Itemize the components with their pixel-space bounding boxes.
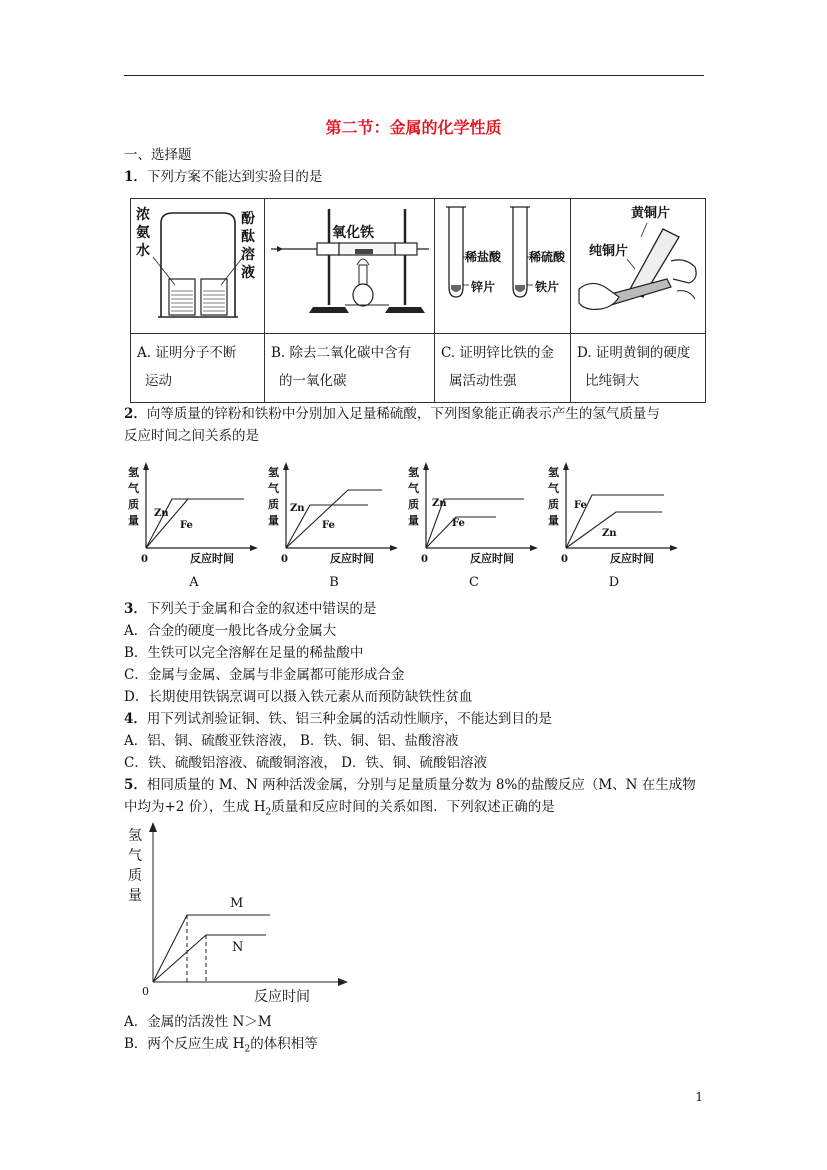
graph-D-ylabel-4: 量 bbox=[548, 514, 559, 527]
scratch-test-diagram bbox=[571, 199, 705, 329]
graph-C-label-fe: Fe bbox=[452, 518, 465, 529]
q5-option-b-text-b: 的体积相等 bbox=[250, 1036, 318, 1052]
graph-C-x-arrow bbox=[530, 545, 538, 551]
label-ammonia-1: 浓 bbox=[136, 207, 150, 223]
q5-option-b-subscript: 2 bbox=[244, 1044, 251, 1055]
question-5-stem-line2 bbox=[124, 797, 555, 823]
q5-ylabel-4: 量 bbox=[128, 888, 142, 904]
h2-subscript: 2 bbox=[265, 807, 272, 818]
question-5-text-2a: 中均为+2 价），生成 H bbox=[124, 799, 266, 815]
question-4-text: 用下列试剂验证铜、铁、铝三种金属的活动性顺序，不能达到目的是 bbox=[146, 711, 552, 727]
graph-B-label-fe: Fe bbox=[322, 520, 335, 531]
label-ammonia-3: 水 bbox=[136, 243, 150, 259]
graph-A-curve-zn bbox=[146, 499, 244, 548]
question-4-options-ab: A．铝、铜、硫酸亚铁溶液， B．铁、铜、铝、盐酸溶液 bbox=[124, 733, 459, 749]
graph-D-x-arrow bbox=[670, 545, 678, 551]
graph-A-x-arrow bbox=[250, 545, 258, 551]
graph-A-label-zn: Zn bbox=[154, 508, 169, 519]
question-5-option-a: A．金属的活泼性 N＞M bbox=[124, 1014, 272, 1030]
graph-D-label-fe: Fe bbox=[574, 500, 587, 511]
graph-A-origin: 0 bbox=[141, 554, 148, 565]
graph-C-label-zn: Zn bbox=[432, 498, 447, 509]
question-2-number: 2． bbox=[124, 406, 147, 422]
iron-oxide-reduction-diagram bbox=[265, 199, 433, 329]
question-5-graph bbox=[124, 820, 354, 1010]
graph-D-origin: 0 bbox=[561, 554, 568, 565]
question-3-text: 下列关于金属和合金的叙述中错误的是 bbox=[146, 601, 377, 617]
experiment-d-figure bbox=[571, 199, 706, 334]
label-phenol-3: 溶 bbox=[241, 247, 255, 263]
curve-n bbox=[153, 935, 266, 982]
graph-D-ylabel-2: 气 bbox=[548, 482, 559, 495]
graph-D-letter: D bbox=[608, 575, 620, 590]
question-5-text-1: 相同质量的 M、N 两种活泼金属，分别与足量质量分数为 8%的盐酸反应（M、N 在生成物 bbox=[146, 777, 696, 793]
graph-A-xlabel: 反应时间 bbox=[190, 552, 234, 565]
graph-A-label-fe: Fe bbox=[180, 520, 193, 531]
q5-option-b-text-a: B．两个反应生成 H bbox=[124, 1036, 245, 1052]
question-3-stem bbox=[124, 599, 376, 619]
graph-D-label-zn: Zn bbox=[602, 528, 617, 539]
graph-B-letter: B bbox=[329, 575, 339, 590]
label-pure-copper: 纯铜片 bbox=[589, 244, 629, 259]
graph-A-ylabel-3: 质 bbox=[128, 498, 139, 511]
option-b-caption bbox=[265, 334, 435, 403]
question-5-option-b bbox=[124, 1034, 318, 1060]
question-1-number: 1． bbox=[124, 169, 147, 185]
q5-ylabel-1: 氢 bbox=[128, 828, 142, 844]
graph-B-ylabel-3: 质 bbox=[268, 498, 279, 511]
question-5-stem-line1 bbox=[124, 775, 696, 795]
graph-A-ylabel-4: 量 bbox=[128, 514, 139, 527]
question-4-number: 4． bbox=[124, 711, 147, 727]
graph-D-ylabel-1: 氢 bbox=[548, 466, 559, 479]
ammonia-diffusion-diagram bbox=[131, 199, 263, 329]
question-2-graphs bbox=[124, 458, 684, 592]
graph-B-curve-fe bbox=[286, 490, 382, 548]
experiment-table bbox=[130, 198, 706, 403]
label-m: M bbox=[230, 896, 244, 911]
option-d-caption bbox=[571, 334, 706, 403]
option-d-line1: D. 证明黄铜的硬度 bbox=[577, 345, 691, 361]
graph-D-y-arrow bbox=[563, 462, 569, 470]
graph-C-ylabel-2: 气 bbox=[408, 482, 419, 495]
question-2-text-1: 向等质量的锌粉和铁粉中分别加入足量稀硫酸，下列图象能正确表示产生的氢气质量与 bbox=[146, 406, 660, 422]
graph-A-ylabel-1: 氢 bbox=[128, 466, 139, 479]
label-phenol-2: 酞 bbox=[241, 229, 255, 245]
question-5-text-2b: 质量和反应时间的关系如图．下列叙述正确的是 bbox=[271, 799, 555, 815]
option-b-line2: 的一氧化碳 bbox=[279, 373, 347, 389]
graph-B-x-arrow bbox=[390, 545, 398, 551]
q5-xlabel: 反应时间 bbox=[254, 989, 310, 1005]
page-number: 1 bbox=[695, 1090, 703, 1104]
label-iron-strip: 铁片 bbox=[535, 280, 560, 294]
graph-A-letter: A bbox=[189, 575, 199, 590]
label-dilute-hcl: 稀盐酸 bbox=[465, 250, 502, 264]
label-phenol-1: 酚 bbox=[241, 211, 255, 227]
question-1-stem bbox=[124, 167, 322, 187]
graph-B-label-zn: Zn bbox=[290, 503, 305, 514]
option-a-line1: A. 证明分子不断 bbox=[137, 345, 237, 361]
option-a-caption bbox=[131, 334, 265, 403]
page-title: 第二节：金属的化学性质 bbox=[325, 118, 502, 137]
q5-ylabel-2: 气 bbox=[128, 848, 142, 864]
question-3-option-a: A．合金的硬度一般比各成分金属大 bbox=[124, 623, 337, 639]
option-c-line2: 属活动性强 bbox=[449, 373, 517, 389]
header-rule bbox=[124, 75, 704, 76]
question-1-text: 下列方案不能达到实验目的是 bbox=[146, 169, 323, 185]
question-2-stem-line1 bbox=[124, 404, 660, 424]
graph-B-ylabel-4: 量 bbox=[268, 514, 279, 527]
label-brass: 黄铜片 bbox=[631, 206, 671, 221]
graph-C-letter: C bbox=[469, 575, 479, 590]
experiment-c-figure bbox=[435, 199, 571, 334]
label-phenol-4: 液 bbox=[241, 265, 255, 281]
label-n: N bbox=[232, 940, 244, 955]
graph-A-y-arrow bbox=[143, 462, 149, 470]
q5-origin: 0 bbox=[142, 985, 149, 998]
question-3-number: 3． bbox=[124, 601, 147, 617]
graph-B-ylabel-1: 氢 bbox=[268, 466, 279, 479]
graph-C-ylabel-4: 量 bbox=[408, 514, 419, 527]
graph-B-xlabel: 反应时间 bbox=[330, 552, 374, 565]
option-c-caption bbox=[435, 334, 571, 403]
question-2-stem-line2: 反应时间之间关系的是 bbox=[124, 428, 259, 444]
graph-C-ylabel-1: 氢 bbox=[408, 466, 419, 479]
graph-C-y-arrow bbox=[423, 462, 429, 470]
graph-B-ylabel-2: 气 bbox=[268, 482, 279, 495]
option-a-line2: 运动 bbox=[145, 373, 172, 389]
section-heading: 一、选择题 bbox=[124, 147, 192, 163]
experiment-a-figure bbox=[131, 199, 265, 334]
graph-C-xlabel: 反应时间 bbox=[470, 552, 514, 565]
question-4-stem bbox=[124, 709, 552, 729]
curve-m bbox=[153, 915, 270, 982]
question-3-option-d: D．长期使用铁锅烹调可以摄入铁元素从而预防缺铁性贫血 bbox=[124, 689, 473, 705]
label-zinc-strip: 锌片 bbox=[471, 280, 496, 294]
label-ammonia-2: 氨 bbox=[136, 225, 150, 241]
label-iron-oxide: 氧化铁 bbox=[332, 225, 374, 241]
graph-D-ylabel-3: 质 bbox=[548, 498, 559, 511]
graph-D-xlabel: 反应时间 bbox=[610, 552, 654, 565]
graph-B-y-arrow bbox=[283, 462, 289, 470]
question-3-option-c: C．金属与金属、金属与非金属都可能形成合金 bbox=[124, 667, 405, 683]
question-3-option-b: B．生铁可以完全溶解在足量的稀盐酸中 bbox=[124, 645, 364, 661]
experiment-b-figure bbox=[265, 199, 435, 334]
graph-C-origin: 0 bbox=[421, 554, 428, 565]
option-b-line1: B. 除去二氧化碳中含有 bbox=[271, 345, 412, 361]
graph-C-ylabel-3: 质 bbox=[408, 498, 419, 511]
question-5-number: 5． bbox=[124, 777, 147, 793]
option-c-line1: C. 证明锌比铁的金 bbox=[441, 345, 554, 361]
test-tubes-diagram bbox=[435, 199, 569, 329]
q5-ylabel-3: 质 bbox=[128, 868, 142, 884]
graph-B-origin: 0 bbox=[281, 554, 288, 565]
label-dilute-h2so4: 稀硫酸 bbox=[529, 250, 566, 264]
question-4-options-cd: C．铁、硫酸铝溶液、硫酸铜溶液， D．铁、铜、硫酸铝溶液 bbox=[124, 755, 487, 771]
option-d-line2: 比纯铜大 bbox=[585, 373, 639, 389]
graph-A-ylabel-2: 气 bbox=[128, 482, 139, 495]
